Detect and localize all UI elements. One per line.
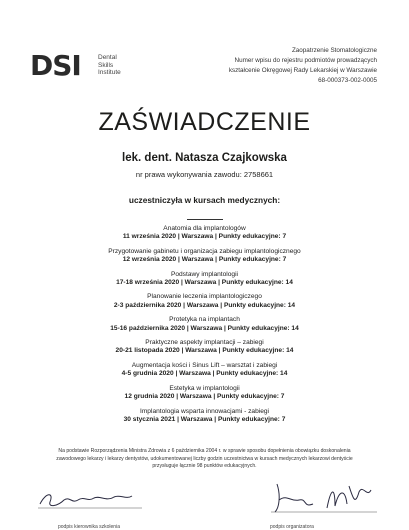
course-info: 17-18 września 2020 | Warszawa | Punkty edukacyjne: 14 (116, 279, 293, 287)
course-item (0, 316, 409, 333)
logo-subtitle-line: Skills (98, 61, 114, 69)
divider (187, 219, 223, 220)
license-label: nr prawa wykonywania zawodu: (135, 170, 242, 179)
course-info: 4-5 grudnia 2020 | Warszawa | Punkty edukacyjne: 14 (121, 370, 288, 378)
course-info: 12 września 2020 | Warszawa | Punkty edukacyjne: 7 (122, 256, 287, 264)
course-name: Podstawy implantologii (170, 270, 239, 278)
legal-note-line: zawodowego lekarzy i lekarzy dentystów, udokumentowanej liczby godzin uczestnictwa w kursach medycznych lekarzowi dentyście (56, 455, 353, 462)
license-number: 2758661 (243, 170, 274, 179)
course-list (0, 225, 409, 430)
course-item (0, 385, 409, 402)
course-item (0, 339, 409, 356)
course-name: Przygotowanie gabinetu i organizacja zabiegu implantologicznego (108, 247, 301, 255)
course-name: Augmentacja kości i Sinus Lift – warsztat i zabiegi (131, 361, 278, 369)
course-name: Implantologia wsparta innowacjami - zabiegi (139, 407, 269, 415)
organizer-line: 68-000373-002-0005 (318, 77, 377, 84)
course-item (0, 408, 409, 425)
course-name: Protetyka na implantach (169, 316, 240, 324)
course-item (0, 271, 409, 288)
course-info: 20-21 listopada 2020 | Warszawa | Punkty edukacyjne: 14 (115, 347, 294, 355)
legal-note-line: Na podstawie Rozporządzenia Ministra Zdrowia z 6 października 2004 r. w sprawie sposobu dopełnienia obowiązku doskonalenia (58, 448, 351, 454)
organizer-info (177, 46, 377, 86)
course-info: 30 stycznia 2021 | Warszawa | Punkty edukacyjne: 7 (123, 415, 286, 423)
recipient-name: lek. dent. Natasza Czajkowska (122, 152, 287, 164)
signature-right (269, 478, 379, 518)
course-name: Planowanie leczenia implantologiczego (147, 293, 262, 301)
organizer-line: Zaopatrzenie Stomatologiczne (291, 47, 377, 54)
course-name: Praktyczne aspekty implantacji – zabiegi (145, 339, 264, 347)
course-info: 15-16 października 2020 | Warszawa | Punkty edukacyjne: 14 (110, 324, 299, 332)
legal-note (30, 448, 379, 471)
course-info: 12 grudnia 2020 | Warszawa | Punkty edukacyjne: 7 (124, 393, 285, 401)
organizer-line: Numer wpisu do rejestru podmiotów prowadzących (234, 57, 377, 64)
course-item (0, 362, 409, 379)
legal-note-line: przysługuje łącznie 98 punktów edukacyjnych. (152, 463, 257, 469)
course-name: Anatomia dla implantologów (163, 225, 246, 232)
logo-subtitle-line: Dental (98, 54, 117, 61)
course-info: 11 września 2020 | Warszawa | Punkty edukacyjne: 7 (122, 233, 287, 241)
logo-subtitle-line: Institute (98, 69, 121, 76)
license-line (0, 170, 409, 179)
course-item (0, 248, 409, 265)
signature-right-caption: podpis organizatora (270, 524, 314, 530)
signature-left (36, 488, 146, 512)
course-name: Estetyka w implantologii (169, 384, 240, 392)
course-item (0, 225, 409, 242)
logo-subtitle (98, 54, 148, 77)
signature-left-caption: podpis kierownika szkolenia (58, 524, 120, 530)
organizer-line: kształcenie Okręgowej Rady Lekarskiej w Warszawie (228, 67, 377, 74)
logo-letters: DSI (30, 49, 81, 82)
course-item (0, 293, 409, 310)
participation-statement: uczestniczyła w kursach medycznych: (128, 195, 281, 205)
course-info: 2-3 października 2020 | Warszawa | Punkty edukacyjne: 14 (113, 301, 296, 309)
document-title: ZAŚWIADCZENIE (98, 108, 311, 136)
